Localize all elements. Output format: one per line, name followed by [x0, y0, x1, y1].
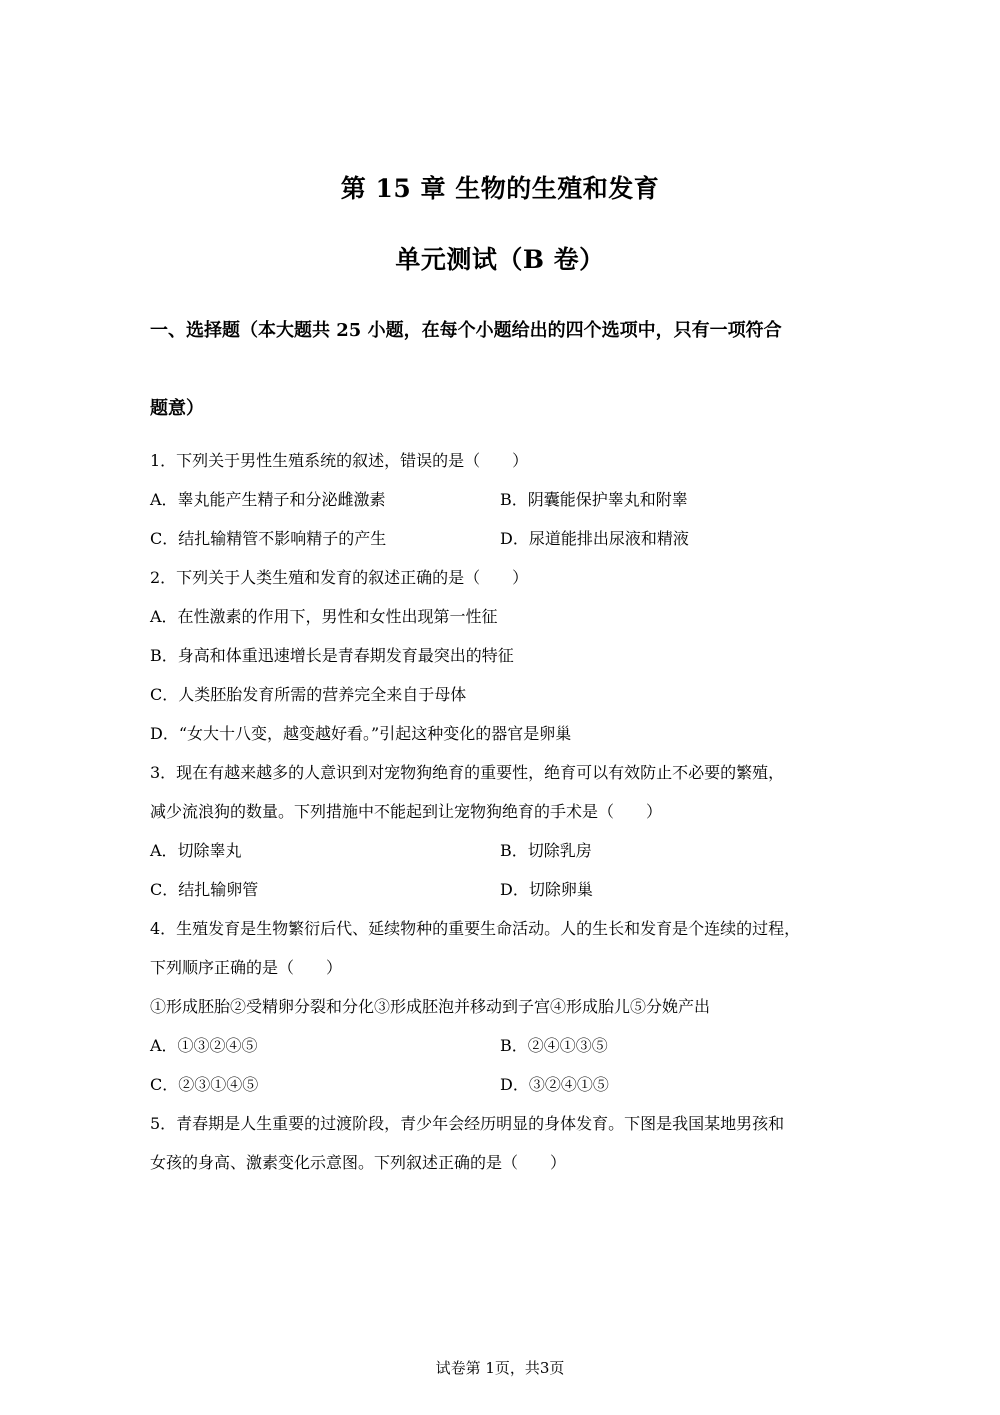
question-4-option-c: C．②③①④⑤	[150, 1075, 259, 1094]
question-3-stem-line-1: 3．现在有越来越多的人意识到对宠物狗绝育的重要性，绝育可以有效防止不必要的繁殖，	[150, 763, 785, 782]
question-5-stem-line-1: 5．青春期是人生重要的过渡阶段，青少年会经历明显的身体发育。下图是我国某地男孩和	[150, 1114, 785, 1133]
question-3-option-d: D．切除卵巢	[500, 880, 593, 899]
question-3-option-b: B．切除乳房	[500, 841, 592, 860]
question-5-stem-line-2: 女孩的身高、激素变化示意图。下列叙述正确的是（ ）	[150, 1153, 567, 1172]
question-2-option-d: D．“女大十八变，越变越好看。”引起这种变化的器官是卵巢	[150, 724, 572, 743]
question-4-stem-line-1: 4．生殖发育是生物繁衍后代、延续物种的重要生命活动。人的生长和发育是个连续的过程，	[150, 919, 801, 938]
question-4-option-d: D．③②④①⑤	[500, 1075, 609, 1094]
section-heading-line-2: 题意）	[150, 398, 204, 419]
question-4-option-a: A．①③②④⑤	[150, 1036, 258, 1055]
page-subtitle: 单元测试（B 卷）	[395, 245, 605, 274]
question-1-stem: 1．下列关于男性生殖系统的叙述，错误的是（ ）	[150, 451, 529, 470]
question-2-option-c: C．人类胚胎发育所需的营养完全来自于母体	[150, 685, 467, 704]
question-4-sequence: ①形成胚胎②受精卵分裂和分化③形成胚泡并移动到子宫④形成胎儿⑤分娩产出	[150, 997, 711, 1016]
question-2-option-b: B．身高和体重迅速增长是青春期发育最突出的特征	[150, 646, 514, 665]
section-heading-line-1: 一、选择题（本大题共 25 小题，在每个小题给出的四个选项中，只有一项符合	[150, 320, 782, 341]
question-1-option-c: C．结扎输精管不影响精子的产生	[150, 529, 387, 548]
page-footer: 试卷第 1页，共3页	[435, 1359, 565, 1377]
question-1-option-a: A．睾丸能产生精子和分泌雌激素	[150, 490, 386, 509]
question-1-option-b: B．阴囊能保护睾丸和附睾	[500, 490, 688, 509]
question-4-stem-line-2: 下列顺序正确的是（ ）	[150, 958, 343, 977]
question-4-option-b: B．②④①③⑤	[500, 1036, 608, 1055]
question-3-option-a: A．切除睾丸	[150, 841, 242, 860]
question-3-stem-line-2: 减少流浪狗的数量。下列措施中不能起到让宠物狗绝育的手术是（ ）	[150, 802, 663, 821]
question-2-stem: 2．下列关于人类生殖和发育的叙述正确的是（ ）	[150, 568, 529, 587]
question-3-option-c: C．结扎输卵管	[150, 880, 259, 899]
page-title: 第 15 章 生物的生殖和发育	[340, 174, 660, 203]
question-1-option-d: D．尿道能排出尿液和精液	[500, 529, 689, 548]
question-2-option-a: A．在性激素的作用下，男性和女性出现第一性征	[150, 607, 498, 626]
